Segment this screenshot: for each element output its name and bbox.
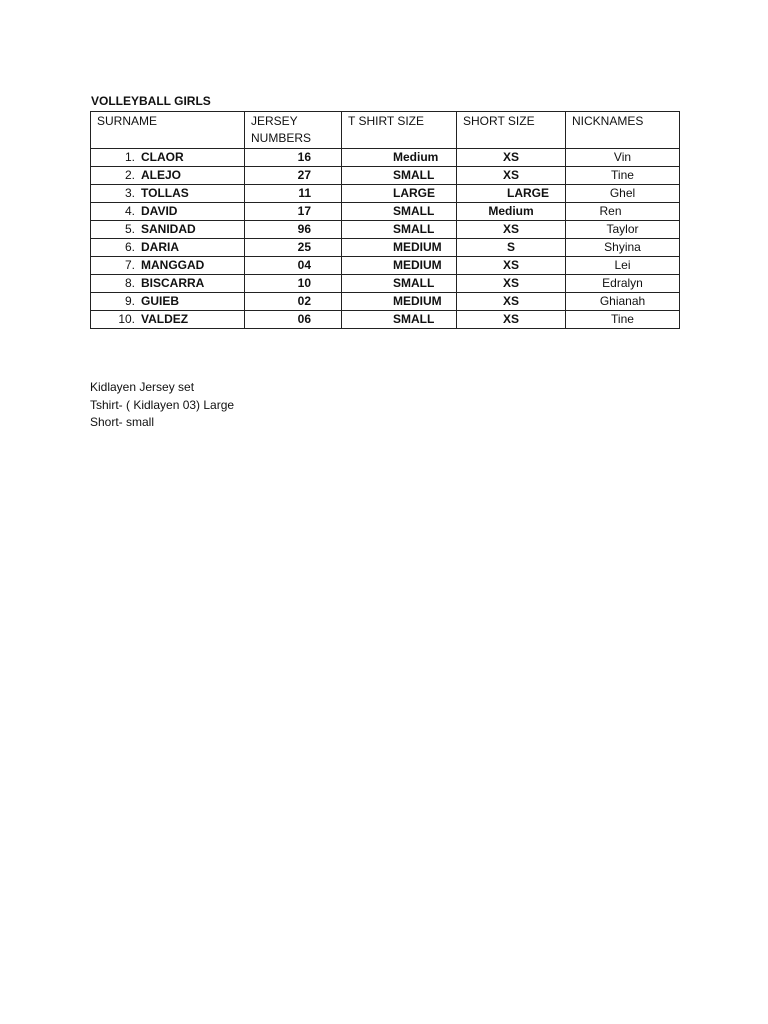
cell-nickname: Ghel xyxy=(566,185,680,203)
cell-surname xyxy=(91,239,245,257)
table-row xyxy=(91,257,680,275)
header-surname: SURNAME xyxy=(91,112,245,149)
row-number: 3. xyxy=(124,186,135,200)
cell-short-size: XS xyxy=(457,221,566,239)
cell-nickname: Shyina xyxy=(566,239,680,257)
note-line: Short- small xyxy=(90,415,155,429)
cell-nickname: Lei xyxy=(566,257,680,275)
cell-nickname: Taylor xyxy=(566,221,680,239)
cell-short-size: LARGE xyxy=(457,185,566,203)
table-row xyxy=(91,275,680,293)
row-number: 1. xyxy=(124,150,135,164)
roster-table xyxy=(90,111,680,329)
cell-short-size: XS xyxy=(457,167,566,185)
row-number: 5. xyxy=(124,222,135,236)
cell-nickname: Ren xyxy=(566,203,680,221)
cell-short-size: XS xyxy=(457,293,566,311)
cell-tshirt-size: SMALL xyxy=(342,311,457,329)
cell-surname xyxy=(91,275,245,293)
cell-surname xyxy=(91,167,245,185)
cell-nickname: Edralyn xyxy=(566,275,680,293)
cell-nickname: Tine xyxy=(566,311,680,329)
cell-tshirt-size: SMALL xyxy=(342,167,457,185)
header-nicknames: NICKNAMES xyxy=(566,112,680,149)
surname-text: SANIDAD xyxy=(141,222,196,236)
surname-text: TOLLAS xyxy=(141,186,189,200)
cell-surname xyxy=(91,221,245,239)
cell-nickname: Ghianah xyxy=(566,293,680,311)
header-row xyxy=(91,112,680,149)
table-row xyxy=(91,149,680,167)
cell-tshirt-size: SMALL xyxy=(342,221,457,239)
row-number: 2. xyxy=(124,168,135,182)
cell-jersey-number: 10 xyxy=(245,275,342,293)
cell-surname xyxy=(91,185,245,203)
cell-tshirt-size: LARGE xyxy=(342,185,457,203)
surname-text: CLAOR xyxy=(141,150,184,164)
header-jersey-numbers xyxy=(245,112,342,149)
header-tshirt-size: T SHIRT SIZE xyxy=(342,112,457,149)
cell-short-size: XS xyxy=(457,311,566,329)
surname-text: BISCARRA xyxy=(141,276,205,290)
row-number: 8. xyxy=(124,276,135,290)
cell-tshirt-size: SMALL xyxy=(342,275,457,293)
note-line: Tshirt- ( Kidlayen 03) Large xyxy=(90,397,235,412)
cell-jersey-number: 11 xyxy=(245,185,342,203)
cell-short-size: XS xyxy=(457,149,566,167)
surname-text: MANGGAD xyxy=(141,258,205,272)
cell-tshirt-size: MEDIUM xyxy=(342,293,457,311)
table-row xyxy=(91,293,680,311)
row-number: 7. xyxy=(124,258,135,272)
row-number: 4. xyxy=(124,204,135,218)
cell-tshirt-size: SMALL xyxy=(342,203,457,221)
cell-surname xyxy=(91,311,245,329)
row-number: 6. xyxy=(124,240,135,254)
cell-nickname: Vin xyxy=(566,149,680,167)
surname-text: GUIEB xyxy=(141,294,180,308)
cell-jersey-number: 96 xyxy=(245,221,342,239)
cell-short-size: Medium xyxy=(457,203,566,221)
table-body xyxy=(91,149,680,329)
cell-surname xyxy=(91,203,245,221)
cell-tshirt-size: Medium xyxy=(342,149,457,167)
table-row xyxy=(91,221,680,239)
cell-jersey-number: 27 xyxy=(245,167,342,185)
cell-surname xyxy=(91,257,245,275)
table-row xyxy=(91,311,680,329)
notes-section xyxy=(90,379,234,432)
cell-short-size: S xyxy=(457,239,566,257)
cell-short-size: XS xyxy=(457,257,566,275)
surname-text: DAVID xyxy=(141,204,178,218)
cell-surname xyxy=(91,149,245,167)
cell-jersey-number: 02 xyxy=(245,293,342,311)
table-row xyxy=(91,239,680,257)
header-jersey-line2: NUMBERS xyxy=(251,131,312,145)
surname-text: ALEJO xyxy=(141,168,182,182)
cell-tshirt-size: MEDIUM xyxy=(342,257,457,275)
table-row xyxy=(91,185,680,203)
surname-text: DARIA xyxy=(141,240,179,254)
note-line: Kidlayen Jersey set xyxy=(90,380,195,394)
cell-short-size: XS xyxy=(457,275,566,293)
header-jersey-line1: JERSEY xyxy=(251,114,298,128)
cell-jersey-number: 25 xyxy=(245,239,342,257)
table-header xyxy=(91,112,680,149)
row-number: 10. xyxy=(118,312,135,326)
cell-nickname: Tine xyxy=(566,167,680,185)
table-row xyxy=(91,203,680,221)
cell-surname xyxy=(91,293,245,311)
surname-text: VALDEZ xyxy=(141,312,189,326)
document-title: VOLLEYBALL GIRLS xyxy=(91,94,211,108)
table-row xyxy=(91,167,680,185)
cell-jersey-number: 16 xyxy=(245,149,342,167)
cell-tshirt-size: MEDIUM xyxy=(342,239,457,257)
cell-jersey-number: 17 xyxy=(245,203,342,221)
cell-jersey-number: 06 xyxy=(245,311,342,329)
header-short-size: SHORT SIZE xyxy=(457,112,566,149)
cell-jersey-number: 04 xyxy=(245,257,342,275)
row-number: 9. xyxy=(124,294,135,308)
